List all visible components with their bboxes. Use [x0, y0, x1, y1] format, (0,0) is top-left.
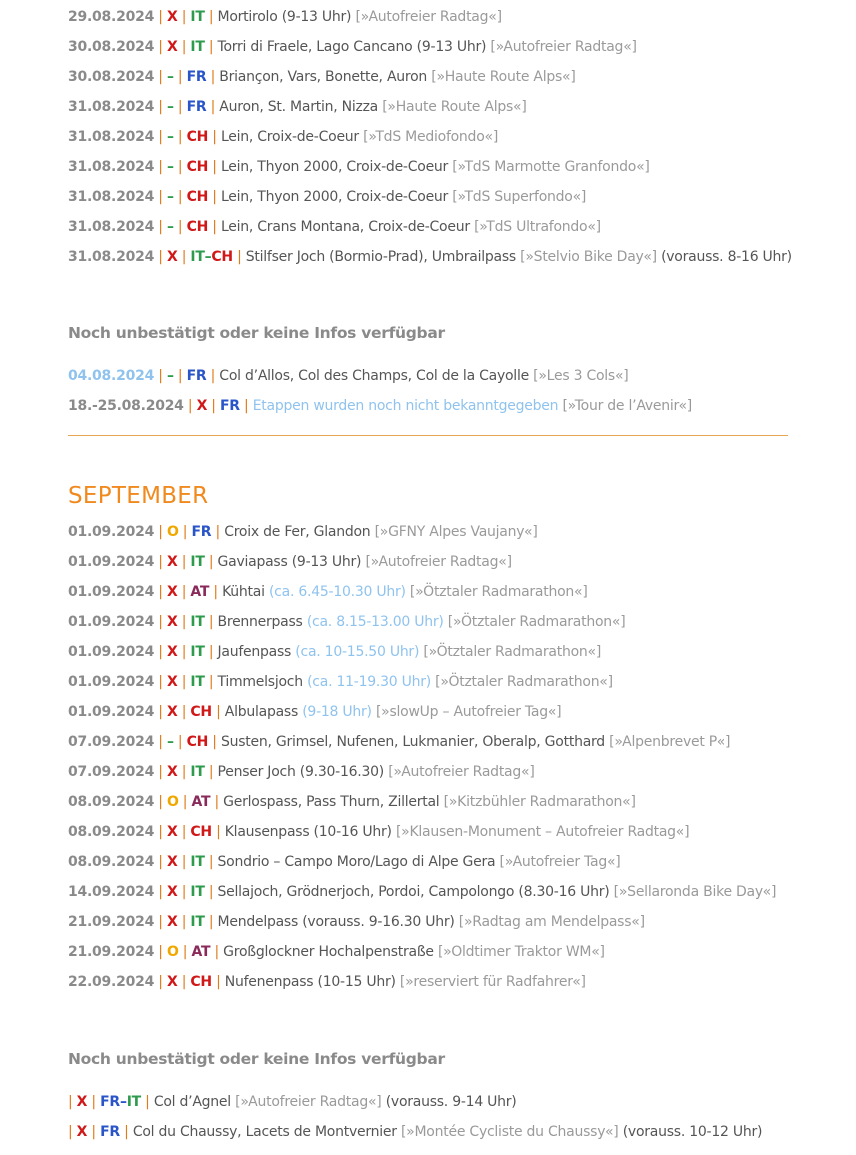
- separator: |: [177, 554, 191, 570]
- separator: |: [154, 794, 167, 810]
- event-date: 01.09.2024: [68, 704, 155, 720]
- separator: |: [154, 764, 167, 780]
- event-location: Brennerpass: [217, 614, 303, 630]
- separator: |: [154, 39, 167, 55]
- closure-status: –: [166, 368, 174, 384]
- country-code: IT: [190, 554, 205, 570]
- event-name-link[interactable]: [»Ötztaler Radmarathon«]: [447, 614, 626, 630]
- country-code: IT: [190, 644, 205, 660]
- country-code: IT: [190, 764, 205, 780]
- separator: |: [173, 99, 187, 115]
- event-location: Lein, Thyon 2000, Croix-de-Coeur: [220, 189, 449, 205]
- separator: |: [177, 614, 191, 630]
- event-name-link[interactable]: [»Sellaronda Bike Day«]: [613, 884, 777, 900]
- event-location: Col d’Allos, Col des Champs, Col de la Cayolle: [219, 368, 529, 384]
- separator: |: [154, 249, 167, 265]
- event-time-link[interactable]: (ca. 6.45-10.30 Uhr): [268, 584, 406, 600]
- event-row: [68, 787, 788, 817]
- closure-status: X: [166, 584, 178, 600]
- separator: |: [204, 554, 218, 570]
- closure-status: –: [166, 99, 174, 115]
- separator: |: [87, 1124, 101, 1140]
- separator: |: [177, 39, 191, 55]
- event-date: 01.09.2024: [68, 524, 155, 540]
- event-date: 31.08.2024: [68, 189, 155, 205]
- country-code: FR: [186, 99, 207, 115]
- event-location: Gaviapass (9-13 Uhr): [217, 554, 362, 570]
- separator: |: [154, 189, 167, 205]
- event-name-link[interactable]: [»Radtag am Mendelpass«]: [458, 914, 645, 930]
- closure-status: X: [166, 39, 178, 55]
- event-row: [68, 607, 788, 637]
- separator: |: [211, 524, 225, 540]
- separator: |: [204, 854, 218, 870]
- event-location: Croix de Fer, Glandon: [224, 524, 371, 540]
- event-date: 07.09.2024: [68, 734, 155, 750]
- event-date: 31.08.2024: [68, 99, 155, 115]
- event-row: [68, 877, 788, 907]
- country-dash: –: [204, 249, 212, 265]
- event-name-link[interactable]: [»Oldtimer Traktor WM«]: [437, 944, 605, 960]
- event-location: Sondrio – Campo Moro/Lago di Alpe Gera: [217, 854, 496, 870]
- event-note: (vorauss. 9-14 Uhr): [385, 1094, 517, 1110]
- country-code: IT: [190, 914, 205, 930]
- event-date: 29.08.2024: [68, 9, 155, 25]
- country-code: CH: [186, 734, 209, 750]
- closure-status: X: [166, 764, 178, 780]
- country-code: IT: [126, 1094, 141, 1110]
- country-code: CH: [186, 219, 209, 235]
- event-name-link[interactable]: [»Alpenbrevet P«]: [609, 734, 731, 750]
- separator: |: [210, 944, 224, 960]
- event-name-link[interactable]: [»Autofreier Tag«]: [499, 854, 621, 870]
- event-location: Klausenpass (10-16 Uhr): [224, 824, 392, 840]
- event-location: Jaufenpass: [217, 644, 292, 660]
- separator: |: [154, 159, 167, 175]
- event-name-link[interactable]: [»Autofreier Radtag«]: [365, 554, 512, 570]
- separator: |: [87, 1094, 101, 1110]
- closure-status: X: [166, 249, 178, 265]
- separator: |: [211, 974, 225, 990]
- august-unconfirmed-heading: Noch unbestätigt oder keine Infos verfügbar: [68, 324, 445, 342]
- country-code: IT: [190, 614, 205, 630]
- event-date: 30.08.2024: [68, 69, 155, 85]
- separator: |: [68, 1124, 77, 1140]
- event-date: 01.09.2024: [68, 584, 155, 600]
- separator: |: [68, 1094, 77, 1110]
- separator: |: [208, 129, 221, 145]
- event-row: [68, 212, 788, 242]
- separator: |: [204, 764, 218, 780]
- closure-status: –: [166, 159, 174, 175]
- separator: |: [177, 9, 191, 25]
- closure-status: X: [166, 914, 178, 930]
- separator: |: [154, 704, 167, 720]
- separator: |: [178, 524, 192, 540]
- event-time-link[interactable]: (ca. 11-19.30 Uhr): [307, 674, 431, 690]
- september-unconfirmed-heading: Noch unbestätigt oder keine Infos verfügbar: [68, 1050, 445, 1068]
- event-row: [68, 2, 788, 32]
- country-code: CH: [186, 189, 209, 205]
- event-name-link[interactable]: [»Autofreier Radtag«]: [388, 764, 535, 780]
- country-code: FR: [186, 69, 207, 85]
- country-code: FR: [100, 1124, 120, 1140]
- event-location: Auron, St. Martin, Nizza: [219, 99, 379, 115]
- separator: |: [232, 249, 246, 265]
- separator: |: [140, 1094, 154, 1110]
- event-row: [68, 757, 788, 787]
- closure-status: O: [166, 794, 179, 810]
- event-date: 30.08.2024: [68, 39, 155, 55]
- event-date: 31.08.2024: [68, 219, 155, 235]
- event-name-link[interactable]: [»TdS Mediofondo«]: [363, 129, 499, 145]
- separator: |: [183, 398, 197, 414]
- event-location: Susten, Grimsel, Nufenen, Lukmanier, Oberalp, Gotthard: [220, 734, 605, 750]
- country-code: AT: [191, 794, 211, 810]
- country-code: IT: [190, 249, 205, 265]
- separator: |: [177, 764, 191, 780]
- separator: |: [204, 884, 218, 900]
- closure-status: X: [166, 854, 178, 870]
- closure-status: X: [166, 554, 178, 570]
- closure-status: –: [166, 189, 174, 205]
- event-date: 08.09.2024: [68, 824, 155, 840]
- closure-status: O: [166, 944, 179, 960]
- closure-status: X: [166, 824, 178, 840]
- separator: |: [173, 734, 187, 750]
- country-dash: –: [119, 1094, 127, 1110]
- separator: |: [177, 974, 191, 990]
- separator: |: [207, 398, 220, 414]
- event-row: [68, 92, 788, 122]
- country-code: CH: [211, 249, 233, 265]
- separator: |: [173, 129, 187, 145]
- country-code: CH: [190, 974, 212, 990]
- event-location: Col d’Agnel: [153, 1094, 231, 1110]
- event-name-link[interactable]: [»Autofreier Radtag«]: [235, 1094, 382, 1110]
- event-date: 14.09.2024: [68, 884, 155, 900]
- separator: |: [206, 69, 220, 85]
- event-location: Albulapass: [224, 704, 298, 720]
- separator: |: [177, 584, 191, 600]
- country-code: IT: [190, 9, 205, 25]
- event-name-link[interactable]: [»Haute Route Alps«]: [431, 69, 576, 85]
- separator: |: [154, 614, 167, 630]
- event-name-link[interactable]: [»Klausen-Monument – Autofreier Radtag«]: [395, 824, 690, 840]
- event-location: Lein, Crans Montana, Croix-de-Coeur: [220, 219, 470, 235]
- event-location: Stilfser Joch (Bormio-Prad), Umbrailpass: [245, 249, 516, 265]
- separator: |: [154, 824, 167, 840]
- event-name-link[interactable]: [»Montée Cycliste du Chaussy«]: [400, 1124, 619, 1140]
- event-date: 31.08.2024: [68, 249, 155, 265]
- separator: |: [154, 524, 167, 540]
- event-name-link[interactable]: [»TdS Ultrafondo«]: [474, 219, 601, 235]
- event-date: 18.-25.08.2024: [68, 398, 184, 414]
- separator: |: [206, 99, 220, 115]
- event-row: [68, 817, 788, 847]
- event-date: 01.09.2024: [68, 674, 155, 690]
- event-name-link[interactable]: [»GFNY Alpes Vaujany«]: [374, 524, 538, 540]
- separator: |: [208, 734, 221, 750]
- event-name-link[interactable]: [»Kitzbühler Radmarathon«]: [443, 794, 636, 810]
- event-location: Mendelpass (vorauss. 9-16.30 Uhr): [217, 914, 455, 930]
- event-location: Timmelsjoch: [217, 674, 303, 690]
- event-location: Col du Chaussy, Lacets de Montvernier: [132, 1124, 401, 1140]
- country-code: CH: [186, 129, 209, 145]
- country-code: IT: [190, 854, 205, 870]
- event-row: [68, 182, 788, 212]
- separator: |: [154, 674, 167, 690]
- separator: |: [177, 674, 191, 690]
- event-date: 22.09.2024: [68, 974, 155, 990]
- event-row: [68, 937, 788, 967]
- event-name-link[interactable]: [»Les 3 Cols«]: [533, 368, 629, 384]
- event-date: 08.09.2024: [68, 794, 155, 810]
- event-row: [68, 242, 792, 272]
- separator: |: [177, 824, 191, 840]
- event-row: [68, 1087, 788, 1117]
- closure-status: X: [166, 974, 178, 990]
- separator: |: [154, 644, 167, 660]
- country-code: FR: [100, 1094, 120, 1110]
- separator: |: [208, 189, 221, 205]
- separator: |: [177, 914, 191, 930]
- event-row: [68, 152, 788, 182]
- event-name-link[interactable]: [»reserviert für Radfahrer«]: [399, 974, 586, 990]
- september-event-list: [68, 517, 788, 997]
- event-time-link[interactable]: (ca. 8.15-13.00 Uhr): [306, 614, 444, 630]
- closure-status: O: [166, 524, 179, 540]
- event-row: [68, 62, 788, 92]
- event-row: [68, 361, 788, 391]
- separator: |: [177, 854, 191, 870]
- event-location: Großglockner Hochalpenstraße: [223, 944, 434, 960]
- event-row: [68, 907, 788, 937]
- separator: |: [154, 584, 167, 600]
- event-name-link[interactable]: [»Tour de l’Avenir«]: [562, 398, 693, 414]
- country-code: IT: [190, 674, 205, 690]
- event-name-link[interactable]: [»Haute Route Alps«]: [382, 99, 527, 115]
- separator: |: [154, 974, 167, 990]
- country-code: CH: [190, 704, 212, 720]
- closure-status: X: [166, 704, 178, 720]
- event-row: [68, 967, 788, 997]
- event-row: [68, 517, 788, 547]
- event-row: [68, 667, 788, 697]
- separator: |: [209, 584, 223, 600]
- event-location: Sellajoch, Grödnerjoch, Pordoi, Campolongo (8.30-16 Uhr): [217, 884, 610, 900]
- separator: |: [154, 69, 167, 85]
- closure-status: –: [166, 129, 174, 145]
- event-row: [68, 577, 788, 607]
- separator: |: [177, 704, 191, 720]
- country-code: AT: [190, 584, 210, 600]
- separator: |: [154, 734, 167, 750]
- separator: |: [177, 884, 191, 900]
- closure-status: X: [166, 9, 178, 25]
- separator: |: [211, 824, 225, 840]
- event-location: Gerlospass, Pass Thurn, Zillertal: [223, 794, 440, 810]
- closure-status: –: [166, 69, 174, 85]
- separator: |: [239, 398, 253, 414]
- separator: |: [204, 614, 218, 630]
- event-row: [68, 727, 788, 757]
- closure-status: X: [166, 674, 178, 690]
- event-row: [68, 122, 788, 152]
- country-code: FR: [191, 524, 212, 540]
- event-location: Kühtai: [222, 584, 265, 600]
- event-date: 01.09.2024: [68, 614, 155, 630]
- august-event-list: [68, 2, 792, 272]
- separator: |: [173, 219, 187, 235]
- separator: |: [204, 39, 218, 55]
- country-code: IT: [190, 39, 205, 55]
- separator: |: [154, 884, 167, 900]
- separator: |: [173, 189, 187, 205]
- event-location: Mortirolo (9-13 Uhr): [217, 9, 352, 25]
- separator: |: [154, 368, 167, 384]
- separator: |: [154, 554, 167, 570]
- event-row: [68, 1117, 788, 1147]
- event-date: 31.08.2024: [68, 129, 155, 145]
- separator: |: [208, 159, 221, 175]
- separator: |: [154, 129, 167, 145]
- september-unconfirmed-list: [68, 1087, 788, 1147]
- event-name-link[interactable]: [»TdS Superfondo«]: [452, 189, 587, 205]
- event-location: Torri di Fraele, Lago Cancano (9-13 Uhr): [217, 39, 487, 55]
- separator: |: [173, 69, 187, 85]
- event-date: 21.09.2024: [68, 914, 155, 930]
- country-code: FR: [186, 368, 207, 384]
- event-name-link[interactable]: [»TdS Marmotte Granfondo«]: [452, 159, 650, 175]
- event-time-link[interactable]: (9-18 Uhr): [302, 704, 372, 720]
- event-name-link[interactable]: [»slowUp – Autofreier Tag«]: [375, 704, 562, 720]
- event-time-link[interactable]: Etappen wurden noch nicht bekanntgegeben: [252, 398, 559, 414]
- closure-status: X: [76, 1124, 88, 1140]
- closure-status: –: [166, 219, 174, 235]
- separator: |: [173, 368, 187, 384]
- separator: |: [154, 9, 167, 25]
- closure-status: X: [196, 398, 208, 414]
- event-location: Lein, Croix-de-Coeur: [220, 129, 359, 145]
- closure-status: X: [76, 1094, 88, 1110]
- separator: |: [178, 944, 192, 960]
- separator: |: [204, 674, 218, 690]
- event-note: (vorauss. 10-12 Uhr): [622, 1124, 763, 1140]
- country-code: AT: [191, 944, 211, 960]
- country-code: FR: [219, 398, 240, 414]
- event-location: Nufenenpass (10-15 Uhr): [224, 974, 396, 990]
- event-name-link[interactable]: [»Ötztaler Radmarathon«]: [423, 644, 602, 660]
- separator: |: [208, 219, 221, 235]
- event-location: Lein, Thyon 2000, Croix-de-Coeur: [220, 159, 449, 175]
- separator: |: [119, 1124, 133, 1140]
- separator: |: [178, 794, 192, 810]
- closure-status: –: [166, 734, 174, 750]
- event-date: 07.09.2024: [68, 764, 155, 780]
- event-time-link[interactable]: (ca. 10-15.50 Uhr): [295, 644, 420, 660]
- event-location: Penser Joch (9.30-16.30): [217, 764, 384, 780]
- event-calendar: [68, 0, 792, 1147]
- event-date: 01.09.2024: [68, 554, 155, 570]
- event-name-link[interactable]: [»Ötztaler Radmarathon«]: [409, 584, 588, 600]
- event-note: (vorauss. 8-16 Uhr): [661, 249, 792, 265]
- separator: |: [177, 249, 191, 265]
- separator: |: [154, 944, 167, 960]
- event-row: [68, 32, 788, 62]
- month-title-september: SEPTEMBER: [68, 483, 209, 509]
- separator: |: [154, 914, 167, 930]
- event-name-link[interactable]: [»Stelvio Bike Day«]: [520, 249, 657, 265]
- country-code: CH: [190, 824, 212, 840]
- event-name-link[interactable]: [»Autofreier Radtag«]: [490, 39, 637, 55]
- country-code: CH: [186, 159, 209, 175]
- event-row: [68, 847, 788, 877]
- event-name-link[interactable]: [»Autofreier Radtag«]: [355, 9, 502, 25]
- separator: |: [210, 794, 224, 810]
- separator: |: [173, 159, 187, 175]
- separator: |: [154, 219, 167, 235]
- event-date: 08.09.2024: [68, 854, 155, 870]
- event-date: 21.09.2024: [68, 944, 155, 960]
- event-date: 31.08.2024: [68, 159, 155, 175]
- event-row: [68, 637, 788, 667]
- separator: |: [211, 704, 225, 720]
- closure-status: X: [166, 884, 178, 900]
- august-unconfirmed-list: [68, 361, 788, 421]
- country-code: IT: [190, 884, 205, 900]
- event-row: [68, 697, 788, 727]
- event-name-link[interactable]: [»Ötztaler Radmarathon«]: [435, 674, 613, 690]
- separator: |: [154, 854, 167, 870]
- separator: |: [204, 9, 218, 25]
- closure-status: X: [166, 644, 178, 660]
- event-location: Briançon, Vars, Bonette, Auron: [219, 69, 428, 85]
- event-row: [68, 391, 788, 421]
- separator: |: [206, 368, 220, 384]
- separator: |: [177, 644, 191, 660]
- event-date[interactable]: 04.08.2024: [68, 368, 155, 384]
- separator: |: [204, 644, 218, 660]
- separator: |: [154, 99, 167, 115]
- separator: |: [204, 914, 218, 930]
- event-row: [68, 547, 788, 577]
- closure-status: X: [166, 614, 178, 630]
- event-date: 01.09.2024: [68, 644, 155, 660]
